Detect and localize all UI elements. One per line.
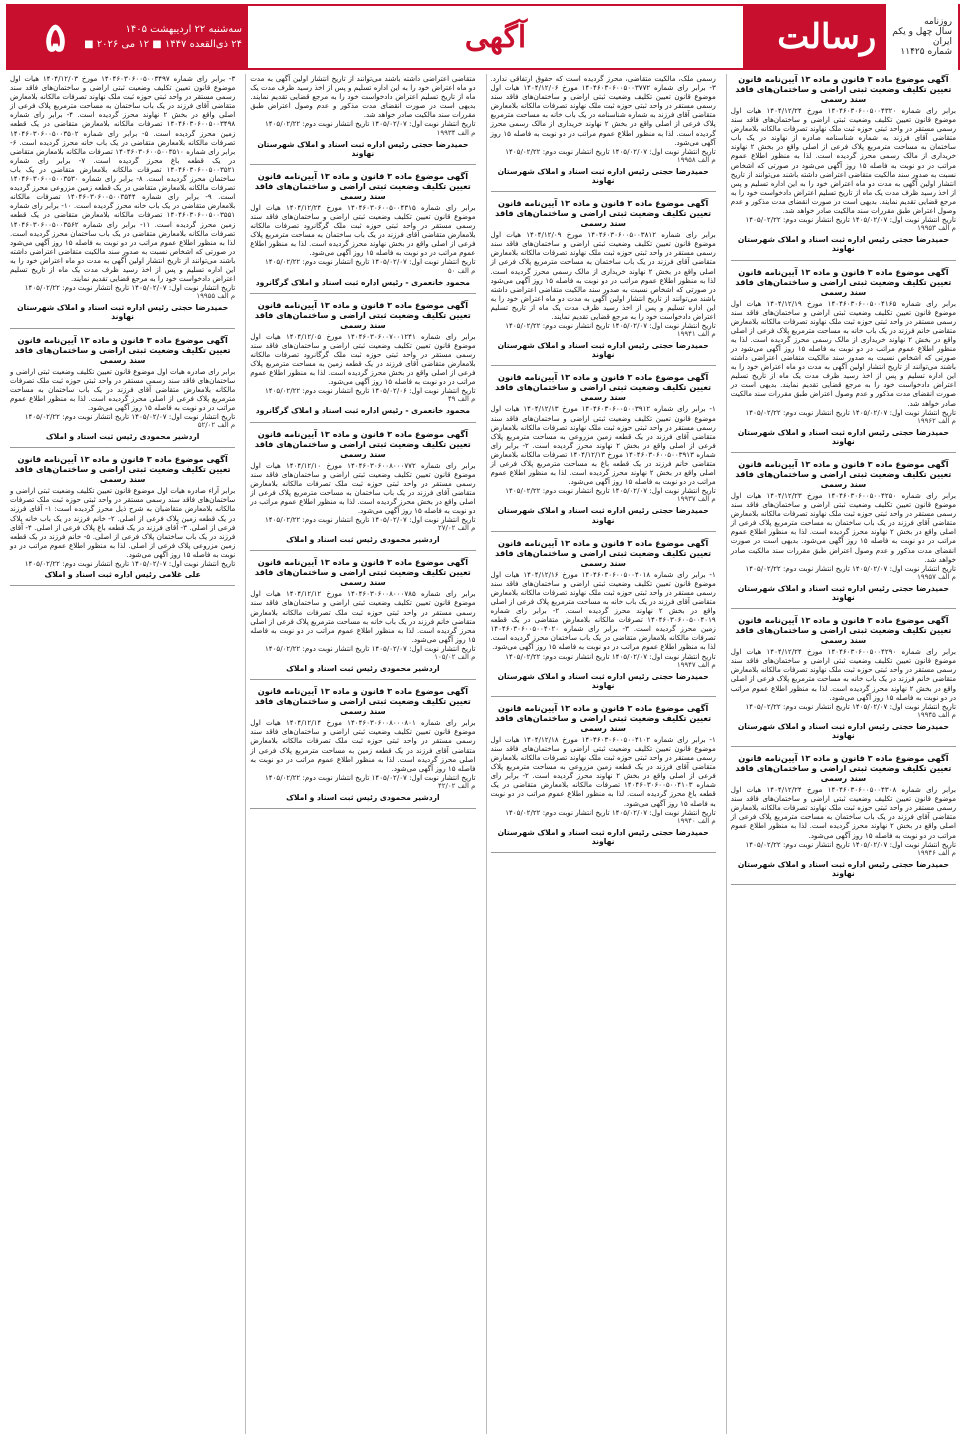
notice-body: ۱- برابر رای شماره ۱۴۰۴۶۰۳۰۶۰۰۵۰۰۳۹۱۲ مورخ ۱۴۰۴/۱۲/۱۳ هیات اول موضوع قانون تعیین تکلیف وضعیت ثبتی اراضی و ساختمان‌های فاقد سند رسمی مستقر در واحد ثبتی حوزه ثبت ملک نهاوند تصرفات مالکانه بلامعارض متقاضی آقای فرزند در یک قطعه زمین مزروعی به مساحت مترمربع پلاک فرعی از اصلی واقع در بخش ۲ نهاوند محرز گردیده است. ۲- برابر رای شماره ۱۴۰۴۶۰۳۰۶۰۰۵۰۰۳۹۱۳ مورخ ۱۴۰۴/۱۲/۱۳ تصرفات مالکانه بلامعارض متقاضی خانم فرزند در یک قطعه باغ به مساحت مترمربع پلاک فرعی از اصلی واقع در بخش ۲ نهاوند محرز گردیده است. لذا به منظور اطلاع عموم مراتب در دو نوبت به فاصله ۱۵ روز آگهی می‌شود. <box>490 404 716 487</box>
legal-notice <box>731 459 956 602</box>
notice-signature: حمیدرضا حجتی رئیس اداره ثبت اسناد و املاک شهرستان نهاوند <box>737 721 949 740</box>
notice-id: م الف ۱۹۹۳۴ <box>436 128 476 137</box>
masthead-date-block <box>8 6 248 68</box>
legal-notice <box>10 335 235 442</box>
notice-signature: حمیدرضا حجتی رئیس اداره ثبت اسناد و املاک شهرستان نهاوند <box>737 235 949 254</box>
notice-title: آگهی موضوع ماده ۳ قانون و ماده ۱۳ آیین‌نامه قانون تعیین تکلیف وضعیت ثبتی اراضی و ساختمان‌های فاقد سند رسمی <box>495 198 712 229</box>
legal-notice <box>491 538 716 690</box>
notice-id: م الف ۴۲/۰۲ <box>437 781 476 790</box>
notice-divider <box>250 293 475 294</box>
notice-dates: تاریخ انتشار نوبت اول: ۱۴۰۵/۰۲/۰۷ تاریخ انتشار نوبت دوم: ۱۴۰۵/۰۲/۲۲ <box>264 257 476 267</box>
notice-divider <box>250 808 475 809</box>
notice-body: رسمی ملک، مالکیت متقاضی، محرز گردیده است که حقوق ارتفاقی ندارد. ۳- برابر رای شماره ۱۴۰۴۶۰۳۰۶۰۰۵۰۰۳۷۷۲ مورخ ۱۴۰۴/۱۲/۰۶ هیات اول موضوع قانون تعیین تکلیف وضعیت ثبتی اراضی و ساختمان‌های فاقد سند رسمی مستقر در واحد ثبتی حوزه ثبت ملک نهاوند تصرفات مالکانه بلامعارض متقاضی آقای فرزند به شماره شناسنامه در یک باب خانه به مساحت مترمربع پلاک فرعی از اصلی واقع در بخش ۲ نهاوند خریداری از مالک رسمی محرز گردیده است. لذا به منظور اطلاع عموم مراتب در دو نوبت به فاصله ۱۵ روز آگهی می‌شود. <box>490 74 716 147</box>
notice-signature: محمود خانعمری - رئیس اداره ثبت اسناد و املاک گرگانرود <box>255 406 470 416</box>
notice-dates: تاریخ انتشار نوبت اول: ۱۴۰۵/۰۲/۰۷ تاریخ انتشار نوبت دوم: ۱۴۰۵/۰۲/۲۲ <box>745 407 956 417</box>
notice-dates: تاریخ انتشار نوبت اول: ۱۴۰۵/۰۲/۰۷ تاریخ انتشار نوبت دوم: ۱۴۰۵/۰۲/۲۲ <box>745 563 956 573</box>
notice-divider <box>250 422 475 423</box>
masthead-meta <box>886 2 958 72</box>
notice-divider <box>731 452 956 453</box>
notice-title: آگهی موضوع ماده ۳ قانون و ماده ۱۳ آیین‌نامه قانون تعیین تکلیف وضعیت ثبتی اراضی و ساختمان‌های فاقد سند رسمی <box>495 702 712 733</box>
notice-dates: تاریخ انتشار نوبت اول: ۱۴۰۵/۰۲/۰۷ تاریخ انتشار نوبت دوم: ۱۴۰۵/۰۲/۲۲ <box>505 807 716 817</box>
notice-body: برابر رای صادره هیات اول موضوع قانون تعیین تکلیف وضعیت ثبتی اراضی و ساختمان‌های فاقد سند رسمی مستقر در واحد ثبتی حوزه ثبت ملک تصرفات مالکانه بلامعارض متقاضی آقای فرزند در یک باب ساختمان به مساحت مترمربع پلاک فرعی از اصلی محرز گردیده است. لذا به منظور اطلاع عموم مراتب در دو نوبت به فاصله ۱۵ روز آگهی می‌شود. <box>10 366 236 412</box>
notice-divider <box>731 884 956 885</box>
notice-title: آگهی موضوع ماده ۳ قانون و ماده ۱۳ آیین‌نامه قانون تعیین تکلیف وضعیت ثبتی اراضی و ساختمان‌های فاقد سند رسمی <box>254 686 471 717</box>
notice-divider <box>491 852 716 853</box>
notice-title: آگهی موضوع ماده ۳ قانون و ماده ۱۳ آیین‌نامه قانون تعیین تکلیف وضعیت ثبتی اراضی و ساختمان‌های فاقد سند رسمی <box>735 615 952 646</box>
legal-notice <box>731 74 956 254</box>
notice-body: ۳- برابر رای شماره ۱۴۰۴۶۰۳۰۶۰۰۵۰۰۳۴۹۷ مورخ ۱۴۰۴/۱۲/۰۳ هیات اول موضوع قانون تعیین تکلیف وضعیت ثبتی اراضی و ساختمان‌های فاقد سند رسمی مستقر در واحد ثبتی حوزه ثبت ملک نهاوند تصرفات مالکانه بلامعارض متقاضی آقای فرزند در یک باب ساختمان به مساحت مترمربع پلاک فرعی از اصلی واقع در بخش ۲ نهاوند محرز گردیده است. ۴- برابر رای شماره ۱۴۰۴۶۰۳۰۶۰۰۵۰۰۳۴۹۸ تصرفات مالکانه بلامعارض متقاضی در یک قطعه زمین محرز گردیده است. ۵- برابر رای شماره ۱۴۰۴۶۰۳۰۶۰۰۵۰۰۳۵۰۲ تصرفات مالکانه بلامعارض متقاضی در یک باب خانه محرز گردیده است. ۶- برابر رای شماره ۱۴۰۴۶۰۳۰۶۰۰۵۰۰۳۵۱۰ تصرفات مالکانه بلامعارض متقاضی در یک قطعه باغ محرز گردیده است. ۷- برابر رای شماره ۱۴۰۴۶۰۳۰۶۰۰۵۰۰۳۵۲۱ تصرفات مالکانه بلامعارض متقاضی در یک باب ساختمان محرز گردیده است. ۸- برابر رای شماره ۱۴۰۴۶۰۳۰۶۰۰۵۰۰۳۵۳۰ تصرفات مالکانه بلامعارض متقاضی در یک قطعه زمین مزروعی محرز گردیده است. ۹- برابر رای شماره ۱۴۰۴۶۰۳۰۶۰۰۵۰۰۳۵۴۴ تصرفات مالکانه بلامعارض متقاضی در یک باب خانه محرز گردیده است. ۱۰- برابر رای شماره ۱۴۰۴۶۰۳۰۶۰۰۵۰۰۳۵۵۱ تصرفات مالکانه بلامعارض متقاضی در یک قطعه زمین محرز گردیده است. ۱۱- برابر رای شماره ۱۴۰۴۶۰۳۰۶۰۰۵۰۰۳۵۶۲ تصرفات مالکانه بلامعارض متقاضی در یک باب ساختمان محرز گردیده است. لذا به منظور اطلاع عموم مراتب در دو نوبت به فاصله ۱۵ روز آگهی می‌شود در صورتی که اشخاص نسبت به صدور سند مالکیت متقاضی اعتراضی داشته باشند می‌توانند از تاریخ انتشار اولین آگهی به مدت دو ماه اعتراض خود را به این اداره تسلیم و پس از اخذ رسید ظرف مدت یک ماه از تاریخ تسلیم اعتراض دادخواست خود را به مرجع قضایی تقدیم نمایند. <box>10 74 236 284</box>
notice-id: م الف ۲۷/۰۲ <box>437 524 476 533</box>
legal-notice <box>250 557 475 673</box>
notice-body: برابر رای شماره ۱۴۰۴۶۰۳۰۶۰۰۵۰۰۴۳۰۸ مورخ ۱۴۰۴/۱۲/۲۴ هیات اول موضوع قانون تعیین تکلیف وضعیت ثبتی اراضی و ساختمان‌های فاقد سند رسمی مستقر در واحد ثبتی حوزه ثبت ملک نهاوند تصرفات مالکانه بلامعارض متقاضی آقای فرزند در یک باب ساختمان به مساحت مترمربع پلاک فرعی از اصلی واقع در بخش ۲ نهاوند محرز گردیده است. لذا به منظور اطلاع عموم مراتب در دو نوبت به فاصله ۱۵ روز آگهی می‌شود. <box>730 785 956 840</box>
ad-columns <box>6 74 960 1434</box>
notice-id: م الف ۵۰ <box>447 266 476 275</box>
notice-id: م الف ۱۰۵/۰۲ <box>434 653 476 662</box>
year-label: سال چهل و یکم <box>892 27 952 37</box>
notice-dates: تاریخ انتشار نوبت اول: ۱۴۰۵/۰۲/۰۷ تاریخ انتشار نوبت دوم: ۱۴۰۵/۰۲/۲۲ <box>505 651 716 661</box>
legal-notice <box>491 198 716 359</box>
notice-title: آگهی موضوع ماده ۳ قانون و ماده ۱۳ آیین‌نامه قانون تعیین تکلیف وضعیت ثبتی اراضی و ساختمان‌های فاقد سند رسمی <box>254 170 471 201</box>
notice-id: م الف ۱۹۹۳۷ <box>676 495 716 504</box>
notice-dates: تاریخ انتشار نوبت اول: ۱۴۰۵/۰۲/۰۷ تاریخ انتشار نوبت دوم: ۱۴۰۵/۰۲/۲۲ <box>505 321 716 331</box>
notice-divider <box>491 365 716 366</box>
notice-signature: اردشیر محمودی رئیس ثبت اسناد و املاک <box>286 535 440 545</box>
legal-notice <box>250 300 475 416</box>
notice-signature: اردشیر محمودی رئیس ثبت اسناد و املاک <box>286 792 440 802</box>
ad-column <box>486 74 720 1434</box>
notice-body: برابر رای شماره ۱۴۰۴۶۰۳۰۶۰۰۷۰۰۱۲۴۱ مورخ ۱۴۰۴/۱۲/۰۵ هیات اول موضوع قانون تعیین تکلیف وضعیت ثبتی اراضی و ساختمان‌های فاقد سند رسمی مستقر در واحد ثبتی حوزه ثبت ملک گرگانرود تصرفات مالکانه بلامعارض متقاضی آقای فرزند در یک قطعه زمین به مساحت مترمربع پلاک فرعی از اصلی واقع در بخش محرز گردیده است. لذا به منظور اطلاع عموم مراتب در دو نوبت به فاصله ۱۵ روز آگهی می‌شود. <box>250 331 476 387</box>
notice-id: م الف ۱۹۹۵۳ <box>917 224 956 233</box>
notice-title: آگهی موضوع ماده ۳ قانون و ماده ۱۳ آیین‌نامه قانون تعیین تکلیف وضعیت ثبتی اراضی و ساختمان‌های فاقد سند رسمی <box>254 299 471 330</box>
notice-dates: تاریخ انتشار نوبت اول: ۱۴۰۵/۰۲/۰۷ تاریخ انتشار نوبت دوم: ۱۴۰۵/۰۲/۲۲ <box>264 515 476 525</box>
notice-signature: اردشیر محمودی رئیس ثبت اسناد و املاک <box>286 664 440 674</box>
notice-dates: تاریخ انتشار نوبت اول: ۱۴۰۵/۰۲/۰۷ تاریخ انتشار نوبت دوم: ۱۴۰۵/۰۲/۲۲ <box>745 215 956 225</box>
notice-divider <box>491 531 716 532</box>
notice-divider <box>250 550 475 551</box>
notice-body: برابر رای شماره ۱۴۰۴۶۰۳۰۶۰۰۸۰۰۰۸۰۱ مورخ ۱۴۰۴/۱۲/۱۴ هیات اول موضوع قانون تعیین تکلیف وضعیت ثبتی اراضی و ساختمان‌های فاقد سند رسمی مستقر در واحد ثبتی حوزه ثبت ملک تصرفات مالکانه بلامعارض متقاضی آقای فرزند در یک قطعه زمین به مساحت مترمربع پلاک فرعی از اصلی محرز گردیده است. لذا به منظور اطلاع عموم مراتب در دو نوبت به فاصله ۱۵ روز آگهی می‌شود. <box>250 718 476 773</box>
notice-signature: حمیدرضا حجتی رئیس اداره ثبت اسناد و املاک شهرستان نهاوند <box>737 583 949 603</box>
notice-id: م الف ۱۹۹۴۵ <box>917 710 956 719</box>
legal-notice <box>731 267 956 447</box>
notice-body: برابر رای شماره ۱۴۰۴۶۰۳۰۶۰۰۸۰۰۰۷۷۲ مورخ ۱۴۰۴/۱۲/۱۰ هیات اول موضوع قانون تعیین تکلیف وضعیت ثبتی اراضی و ساختمان‌های فاقد سند رسمی مستقر در واحد ثبتی حوزه ثبت ملک تصرفات مالکانه بلامعارض متقاضی آقای فرزند در یک باب ساختمان به مساحت مترمربع پلاک فرعی از اصلی واقع در بخش محرز گردیده است. لذا به منظور اطلاع عموم مراتب در دو نوبت به فاصله ۱۵ روز آگهی می‌شود. <box>250 460 476 515</box>
notice-dates: تاریخ انتشار نوبت اول: ۱۴۰۵/۰۲/۰۷ تاریخ انتشار نوبت دوم: ۱۴۰۵/۰۲/۲۲ <box>264 119 476 129</box>
notice-body: برابر رای شماره ۱۴۰۴۶۰۳۰۶۰۰۸۰۰۰۷۸۵ مورخ ۱۴۰۴/۱۲/۱۲ هیات اول موضوع قانون تعیین تکلیف وضعیت ثبتی اراضی و ساختمان‌های فاقد سند رسمی مستقر در واحد ثبتی حوزه ثبت ملک تصرفات مالکانه بلامعارض متقاضی خانم فرزند در یک باب خانه به مساحت مترمربع پلاک فرعی از اصلی محرز گردیده است. لذا به منظور اطلاع عموم مراتب در دو نوبت به فاصله ۱۵ روز آگهی می‌شود. <box>250 589 476 644</box>
notice-signature: حمیدرضا حجتی رئیس اداره ثبت اسناد و املاک شهرستان نهاوند <box>497 166 709 186</box>
notice-body: برابر رای شماره ۱۴۰۴۶۰۳۰۶۰۰۵۰۰۴۳۱۵ مورخ ۱۴۰۴/۱۲/۲۴ هیات اول موضوع قانون تعیین تکلیف وضعیت ثبتی اراضی و ساختمان‌های فاقد سند رسمی مستقر در واحد ثبتی حوزه ثبت ملک گرگانرود تصرفات مالکانه بلامعارض متقاضی آقای فرزند در یک باب ساختمان به مساحت مترمربع پلاک فرعی از اصلی واقع در بخش نهاوند محرز گردیده است. لذا به منظور اطلاع عموم مراتب در دو نوبت به فاصله ۱۵ روز آگهی می‌شود. <box>250 202 476 258</box>
notice-signature: حمیدرضا حجتی رئیس اداره ثبت اسناد و املاک شهرستان نهاوند <box>737 859 949 878</box>
notice-title: آگهی موضوع ماده ۳ قانون و ماده ۱۳ آیین‌نامه قانون تعیین تکلیف وضعیت ثبتی اراضی و ساختمان‌های فاقد سند رسمی <box>735 753 952 784</box>
notice-id: م الف ۱۹۹۴۷ <box>676 660 716 669</box>
legal-notice <box>250 74 475 158</box>
notice-divider <box>731 746 956 747</box>
notice-dates: تاریخ انتشار نوبت اول: ۱۴۰۵/۰۲/۰۷ تاریخ انتشار نوبت دوم: ۱۴۰۵/۰۲/۲۲ <box>264 772 476 782</box>
notice-body: برابر رای شماره ۱۴۰۴۶۰۳۰۶۰۰۵۰۰۳۸۱۲ مورخ ۱۴۰۴/۱۲/۰۹ هیات اول موضوع قانون تعیین تکلیف وضعیت ثبتی اراضی و ساختمان‌های فاقد سند رسمی مستقر در واحد ثبتی حوزه ثبت ملک نهاوند تصرفات مالکانه بلامعارض متقاضی آقای فرزند در یک باب ساختمان به مساحت مترمربع پلاک فرعی از اصلی واقع در بخش ۲ نهاوند خریداری از مالک رسمی محرز گردیده است. لذا به منظور اطلاع عموم مراتب در دو نوبت به فاصله ۱۵ روز آگهی می‌شود در صورتی که اشخاص نسبت به صدور سند مالکیت متقاضی اعتراضی داشته باشند می‌توانند از تاریخ انتشار اولین آگهی به مدت دو ماه اعتراض خود را به این اداره تسلیم و پس از اخذ رسید ظرف مدت یک ماه از تاریخ تسلیم اعتراض دادخواست خود را به مرجع قضایی تقدیم نمایند. <box>490 230 716 321</box>
legal-notice <box>10 454 235 579</box>
notice-body: متقاضی اعتراضی داشته باشند می‌توانند از تاریخ انتشار اولین آگهی به مدت دو ماه اعتراض خود را به این اداره تسلیم و پس از اخذ رسید ظرف مدت یک ماه از تاریخ تسلیم اعتراض دادخواست خود را به مرجع قضایی تقدیم نمایند. بدیهی است در صورت انقضای مدت مذکور و عدم وصول اعتراض طبق مقررات سند مالکیت صادر خواهد شد. <box>250 74 476 120</box>
notice-id: م الف ۱۹۹۵۵ <box>196 292 236 301</box>
notice-divider <box>10 328 235 329</box>
notice-signature: علی غلامی رئیس اداره ثبت اسناد و املاک <box>44 570 201 580</box>
issue-label: شماره ۱۱۴۲۵ <box>900 47 952 57</box>
notice-dates: تاریخ انتشار نوبت اول: ۱۴۰۵/۰۲/۰۷ تاریخ انتشار نوبت دوم: ۱۴۰۵/۰۲/۲۲ <box>24 412 236 421</box>
notice-body: برابر رای شماره ۱۴۰۴۶۰۳۰۶۰۰۵۰۰۴۲۹۰ مورخ ۱۴۰۴/۱۲/۲۴ هیات اول موضوع قانون تعیین تکلیف وضعیت ثبتی اراضی و ساختمان‌های فاقد سند رسمی مستقر در واحد ثبتی حوزه ثبت ملک نهاوند تصرفات مالکانه بلامعارض متقاضی خانم فرزند در یک باب خانه به مساحت مترمربع پلاک فرعی از اصلی واقع در بخش ۲ نهاوند محرز گردیده است. لذا به منظور اطلاع عموم مراتب در دو نوبت به فاصله ۱۵ روز آگهی می‌شود. <box>730 647 956 702</box>
legal-notice <box>491 74 716 185</box>
notice-id: م الف ۱۹۹۵۸ <box>676 155 716 164</box>
notice-id: م الف ۴۹ <box>447 395 476 404</box>
notice-signature: حمیدرضا حجتی رئیس اداره ثبت اسناد و املاک شهرستان نهاوند <box>737 427 949 446</box>
newspaper-label: روزنامه <box>924 17 952 27</box>
notice-id: م الف ۵۲/۰۲ <box>197 421 236 430</box>
notice-body: ۱- برابر رای شماره ۱۴۰۴۶۰۳۰۶۰۰۵۰۰۴۰۱۸ مورخ ۱۴۰۴/۱۲/۱۶ هیات اول موضوع قانون تعیین تکلیف وضعیت ثبتی اراضی و ساختمان‌های فاقد سند رسمی مستقر در واحد ثبتی حوزه ثبت ملک نهاوند تصرفات مالکانه بلامعارض متقاضی آقای فرزند در یک باب خانه به مساحت مترمربع پلاک فرعی از اصلی واقع در بخش ۲ نهاوند محرز گردیده است. ۲- برابر رای شماره ۱۴۰۴۶۰۳۰۶۰۰۵۰۰۴۰۱۹ تصرفات مالکانه بلامعارض متقاضی در یک قطعه زمین محرز گردیده است. ۳- برابر رای شماره ۱۴۰۴۶۰۳۰۶۰۰۵۰۰۴۰۲۰ تصرفات مالکانه بلامعارض متقاضی در یک باب ساختمان محرز گردیده است. لذا به منظور اطلاع عموم مراتب در دو نوبت به فاصله ۱۵ روز آگهی می‌شود. <box>490 569 716 652</box>
legal-notice <box>491 372 716 524</box>
legal-notice <box>491 703 716 846</box>
notice-divider <box>250 679 475 680</box>
masthead <box>6 4 960 70</box>
notice-title: آگهی موضوع ماده ۳ قانون و ماده ۱۳ آیین‌نامه قانون تعیین تکلیف وضعیت ثبتی اراضی و ساختمان‌های فاقد سند رسمی <box>254 428 471 459</box>
notice-title: آگهی موضوع ماده ۳ قانون و ماده ۱۳ آیین‌نامه قانون تعیین تکلیف وضعیت ثبتی اراضی و ساختمان‌های فاقد سند رسمی <box>735 266 952 297</box>
notice-title: آگهی موضوع ماده ۳ قانون و ماده ۱۳ آیین‌نامه قانون تعیین تکلیف وضعیت ثبتی اراضی و ساختمان‌های فاقد سند رسمی <box>495 372 712 403</box>
notice-body: برابر رای شماره ۱۴۰۴۶۰۳۰۶۰۰۵۰۰۴۱۶۵ مورخ ۱۴۰۴/۱۲/۱۹ هیات اول موضوع قانون تعیین تکلیف وضعیت ثبتی اراضی و ساختمان‌های فاقد سند رسمی مستقر در واحد ثبتی حوزه ثبت ملک نهاوند تصرفات مالکانه بلامعارض متقاضی خانم فرزند در یک باب خانه به مساحت مترمربع پلاک فرعی از اصلی واقع در بخش ۲ نهاوند خریداری از مالک رسمی محرز گردیده است. لذا به منظور اطلاع عموم مراتب در دو نوبت به فاصله ۱۵ روز آگهی می‌شود در صورتی که اشخاص نسبت به صدور سند مالکیت متقاضی اعتراضی داشته باشند می‌توانند از تاریخ انتشار اولین آگهی به مدت دو ماه اعتراض خود را به این اداره تسلیم و پس از اخذ رسید ظرف مدت یک ماه از تاریخ تسلیم اعتراض دادخواست خود را به مرجع قضایی تقدیم نمایند. بدیهی است در صورت انقضای مدت مذکور و عدم وصول اعتراض طبق مقررات سند مالکیت صادر خواهد شد. <box>730 298 956 408</box>
notice-divider <box>10 585 235 586</box>
notice-dates: تاریخ انتشار نوبت اول: ۱۴۰۵/۰۲/۰۷ تاریخ انتشار نوبت دوم: ۱۴۰۵/۰۲/۲۲ <box>505 146 716 156</box>
legal-notice <box>10 74 235 322</box>
masthead-brand-block <box>743 6 958 68</box>
notice-title: آگهی موضوع ماده ۳ قانون و ماده ۱۳ آیین‌نامه قانون تعیین تکلیف وضعیت ثبتی اراضی و ساختمان‌های فاقد سند رسمی <box>735 74 952 104</box>
notice-signature: حمیدرضا حجتی رئیس اداره ثبت اسناد و املاک شهرستان نهاوند <box>497 671 709 690</box>
ad-column <box>726 74 960 1434</box>
notice-dates: تاریخ انتشار نوبت اول: ۱۴۰۵/۰۲/۰۷ تاریخ انتشار نوبت دوم: ۱۴۰۵/۰۲/۲۲ <box>745 839 956 849</box>
notice-id: م الف ۱۹۹۴۶ <box>917 848 956 857</box>
notice-title: آگهی موضوع ماده ۳ قانون و ماده ۱۳ آیین‌نامه قانون تعیین تکلیف وضعیت ثبتی اراضی و ساختمان‌های فاقد سند رسمی <box>14 334 231 365</box>
legal-notice <box>250 171 475 287</box>
date-lines <box>78 24 248 50</box>
notice-id: م الف ۱۹۹۴۰ <box>676 816 716 825</box>
notice-dates: تاریخ انتشار نوبت اول: ۱۴۰۵/۰۲/۰۷ تاریخ انتشار نوبت دوم: ۱۴۰۵/۰۲/۲۲ <box>24 559 236 569</box>
notice-signature: حمیدرضا حجتی رئیس اداره ثبت اسناد و املاک شهرستان نهاوند <box>257 139 469 158</box>
notice-title: آگهی موضوع ماده ۳ قانون و ماده ۱۳ آیین‌نامه قانون تعیین تکلیف وضعیت ثبتی اراضی و ساختمان‌های فاقد سند رسمی <box>14 454 231 485</box>
notice-signature: اردشیر محمودی رئیس ثبت اسناد و املاک <box>45 432 200 442</box>
legal-notice <box>250 686 475 802</box>
notice-divider <box>10 447 235 448</box>
date-line-1: سه‌شنبه ۲۲ اردیبهشت ۱۴۰۵ <box>125 24 242 35</box>
notice-body: برابر رای شماره ۱۴۰۴۶۰۳۰۶۰۰۵۰۰۴۳۲۰ مورخ ۱۴۰۴/۱۲/۲۴ هیات اول موضوع قانون تعیین تکلیف وضعیت ثبتی اراضی و ساختمان‌های فاقد سند رسمی مستقر در واحد ثبتی حوزه ثبت ملک نهاوند تصرفات مالکانه بلامعارض متقاضی آقای فرزند به شماره شناسنامه صادره از نهاوند در یک باب ساختمان به مساحت مترمربع پلاک فرعی از اصلی واقع در بخش ۲ نهاوند خریداری از مالک رسمی محرز گردیده است. لذا به منظور اطلاع عموم مراتب در دو نوبت به فاصله ۱۵ روز آگهی می‌شود در صورتی که اشخاص نسبت به صدور سند مالکیت متقاضی اعتراضی داشته باشند می‌توانند از تاریخ انتشار اولین آگهی به مدت دو ماه اعتراض خود را به این اداره تسلیم و پس از اخذ رسید ظرف مدت یک ماه از تاریخ تسلیم اعتراض دادخواست خود را به مرجع قضایی تقدیم نمایند. بدیهی است در صورت انقضای مدت مذکور و عدم وصول اعتراض طبق مقررات سند مالکیت صادر خواهد شد. <box>730 106 956 216</box>
notice-dates: تاریخ انتشار نوبت اول: ۱۴۰۵/۰۲/۰۷ تاریخ انتشار نوبت دوم: ۱۴۰۵/۰۲/۲۲ <box>264 643 476 653</box>
notice-signature: حمیدرضا حجتی رئیس اداره ثبت اسناد و املاک شهرستان نهاوند <box>497 506 709 525</box>
legal-notice <box>731 753 956 878</box>
notice-signature: حمیدرضا حجتی رئیس اداره ثبت اسناد و املاک شهرستان نهاوند <box>497 341 709 360</box>
notice-divider <box>491 191 716 192</box>
ad-column <box>6 74 239 1434</box>
notice-divider <box>491 696 716 697</box>
notice-dates: تاریخ انتشار نوبت اول: ۱۴۰۵/۰۲/۰۷ تاریخ انتشار نوبت دوم: ۱۴۰۵/۰۲/۲۲ <box>24 283 236 293</box>
country-label: ایران <box>932 37 952 47</box>
ad-column <box>245 74 479 1434</box>
notice-body: ۱- برابر رای شماره ۱۴۰۴۶۰۳۰۶۰۰۵۰۰۴۱۰۲ مورخ ۱۴۰۴/۱۲/۱۸ هیات اول موضوع قانون تعیین تکلیف وضعیت ثبتی اراضی و ساختمان‌های فاقد سند رسمی مستقر در واحد ثبتی حوزه ثبت ملک نهاوند تصرفات مالکانه بلامعارض متقاضی آقای فرزند در یک قطعه زمین مزروعی به مساحت مترمربع پلاک فرعی از اصلی واقع در بخش ۲ نهاوند محرز گردیده است. ۲- برابر رای شماره ۱۴۰۴۶۰۳۰۶۰۰۵۰۰۴۱۰۳ تصرفات مالکانه بلامعارض متقاضی در یک قطعه باغ محرز گردیده است. لذا به منظور اطلاع عموم مراتب در دو نوبت به فاصله ۱۵ روز آگهی می‌شود. <box>490 734 716 808</box>
notice-dates: تاریخ انتشار نوبت اول: ۱۴۰۵/۰۲/۰۷ تاریخ انتشار نوبت دوم: ۱۴۰۵/۰۲/۲۲ <box>745 701 956 711</box>
notice-dates: تاریخ انتشار نوبت اول: ۱۴۰۵/۰۲/۰۷ تاریخ انتشار نوبت دوم: ۱۴۰۵/۰۲/۲۲ <box>505 486 716 496</box>
notice-signature: حمیدرضا حجتی رئیس اداره ثبت اسناد و املاک شهرستان نهاوند <box>497 827 709 846</box>
notice-title: آگهی موضوع ماده ۳ قانون و ماده ۱۳ آیین‌نامه قانون تعیین تکلیف وضعیت ثبتی اراضی و ساختمان‌های فاقد سند رسمی <box>254 557 471 588</box>
notice-divider <box>250 164 475 165</box>
legal-notice <box>731 615 956 740</box>
notice-id: م الف ۱۹۹۶۲ <box>917 416 956 425</box>
notice-divider <box>731 608 956 609</box>
legal-notice <box>250 429 475 545</box>
page-number: ۵ <box>44 13 67 61</box>
notice-id: م الف ۱۹۹۵۷ <box>917 572 956 581</box>
notice-signature: محمود خانعمری - رئیس اداره ثبت اسناد و املاک گرگانرود <box>255 277 470 287</box>
section-title: آگهی <box>464 19 527 55</box>
notice-title: آگهی موضوع ماده ۳ قانون و ماده ۱۳ آیین‌نامه قانون تعیین تکلیف وضعیت ثبتی اراضی و ساختمان‌های فاقد سند رسمی <box>495 537 712 568</box>
notice-dates: تاریخ انتشار نوبت اول: ۱۴۰۵/۰۲/۰۶ تاریخ انتشار نوبت دوم: ۱۴۰۵/۰۲/۲۲ <box>264 386 476 396</box>
date-line-2: ۲۴ ذی‌القعده ۱۴۴۷ ■ ۱۲ می ۲۰۲۶ ■ <box>84 39 242 50</box>
newspaper-logo: رسالت <box>777 17 877 57</box>
notice-signature: حمیدرضا حجتی رئیس اداره ثبت اسناد و املاک شهرستان نهاوند <box>17 303 229 322</box>
notice-divider <box>731 260 956 261</box>
notice-body: برابر آراء صادره هیات اول موضوع قانون تعیین تکلیف وضعیت ثبتی اراضی و ساختمان‌های فاقد سند رسمی مستقر در واحد ثبتی حوزه ثبت ملک تصرفات مالکانه بلامعارض متقاضیان به شرح ذیل محرز گردیده است: ۱- آقای فرزند در یک قطعه زمین پلاک فرعی از اصلی. ۲- خانم فرزند در یک باب خانه پلاک فرعی از اصلی. ۳- آقای فرزند در یک قطعه باغ پلاک فرعی از اصلی. ۴- آقای فرزند در یک باب ساختمان پلاک فرعی از اصلی. ۵- خانم فرزند در یک قطعه زمین مزروعی پلاک فرعی از اصلی. لذا به منظور اطلاع عموم مراتب در دو نوبت به فاصله ۱۵ روز آگهی می‌شود. <box>10 486 236 559</box>
notice-id: م الف ۱۹۹۴۱ <box>676 330 716 339</box>
notice-title: آگهی موضوع ماده ۳ قانون و ماده ۱۳ آیین‌نامه قانون تعیین تکلیف وضعیت ثبتی اراضی و ساختمان‌های فاقد سند رسمی <box>735 459 952 489</box>
notice-body: برابر رای شماره ۱۴۰۴۶۰۳۰۶۰۰۵۰۰۴۲۵۰ مورخ ۱۴۰۴/۱۲/۲۳ هیات اول موضوع قانون تعیین تکلیف وضعیت ثبتی اراضی و ساختمان‌های فاقد سند رسمی مستقر در واحد ثبتی حوزه ثبت ملک نهاوند تصرفات مالکانه بلامعارض متقاضی آقای فرزند در یک باب ساختمان به مساحت مترمربع پلاک فرعی از اصلی واقع در بخش ۲ نهاوند محرز گردیده است. لذا به منظور اطلاع عموم مراتب در دو نوبت به فاصله ۱۵ روز آگهی می‌شود. بدیهی است در صورت انقضای مدت مذکور و عدم وصول اعتراض طبق مقررات سند مالکیت صادر خواهد شد. <box>730 491 956 564</box>
